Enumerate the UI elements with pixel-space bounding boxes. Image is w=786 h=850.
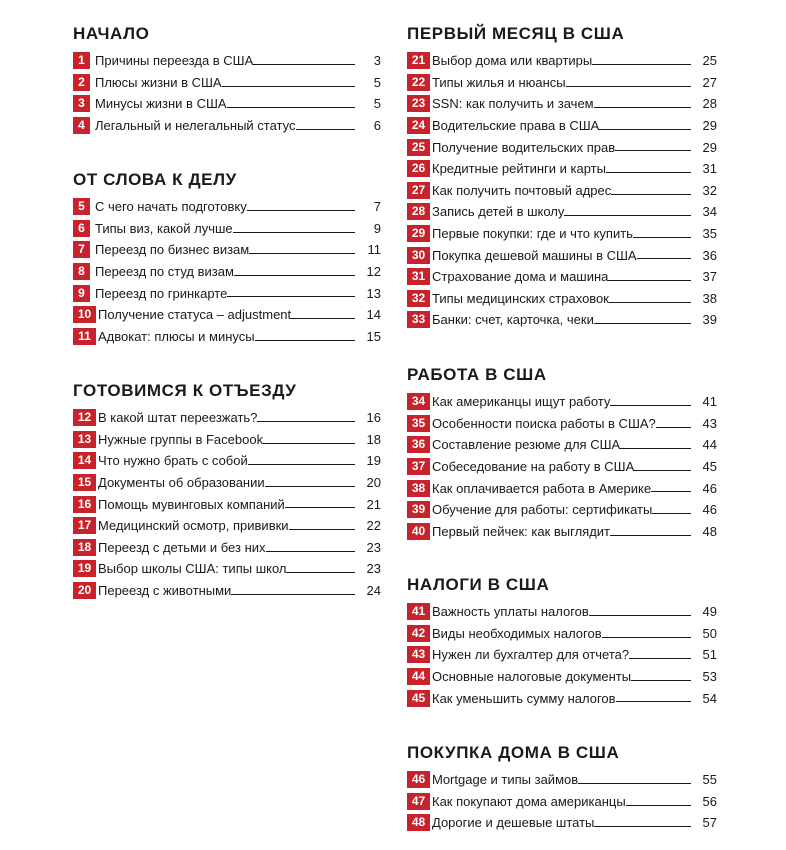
toc-entry[interactable] bbox=[73, 304, 381, 326]
toc-entry[interactable] bbox=[407, 288, 717, 310]
section-heading: НАЧАЛО bbox=[73, 24, 150, 43]
leader-line bbox=[296, 117, 355, 130]
chapter-title: Первые покупки: где и что купить bbox=[432, 226, 633, 242]
chapter-title: Кредитные рейтинги и карты bbox=[432, 161, 606, 177]
toc-list bbox=[407, 391, 717, 542]
toc-section bbox=[73, 24, 381, 136]
toc-entry[interactable] bbox=[407, 223, 717, 245]
leader-line bbox=[609, 290, 691, 303]
chapter-title: Типы жилья и нюансы bbox=[432, 74, 566, 90]
toc-entry[interactable] bbox=[407, 456, 717, 478]
leader-line bbox=[578, 771, 691, 784]
chapter-title: Как американцы ищут работу bbox=[432, 394, 611, 410]
leader-line bbox=[602, 625, 691, 638]
chapter-title: Виды необходимых налогов bbox=[432, 625, 602, 641]
page-number: 36 bbox=[702, 247, 717, 263]
chapter-title: Выбор дома или квартиры bbox=[432, 53, 593, 69]
page-number: 11 bbox=[367, 242, 381, 258]
page-number: 5 bbox=[373, 74, 381, 90]
leader-line bbox=[611, 182, 691, 195]
chapter-number-badge: 22 bbox=[407, 74, 430, 91]
leader-line bbox=[592, 52, 691, 65]
chapter-title: Получение статуса – adjustment bbox=[98, 307, 292, 323]
chapter-number-badge: 25 bbox=[407, 139, 430, 156]
toc-entry[interactable] bbox=[407, 791, 717, 813]
toc-entry[interactable] bbox=[407, 769, 717, 791]
leader-line bbox=[606, 160, 691, 173]
chapter-number-badge: 34 bbox=[407, 393, 430, 410]
chapter-title: Переезд по студ визам bbox=[95, 264, 234, 280]
chapter-number-badge: 11 bbox=[73, 328, 96, 345]
chapter-title: Собеседование на работу в США bbox=[432, 459, 635, 475]
leader-line bbox=[652, 501, 691, 514]
chapter-title: Адвокат: плюсы и минусы bbox=[98, 328, 255, 344]
leader-line bbox=[631, 668, 691, 681]
chapter-title: Нужные группы в Facebook bbox=[98, 431, 264, 447]
toc-entry[interactable] bbox=[407, 644, 717, 666]
chapter-number-badge: 29 bbox=[407, 225, 430, 242]
toc-entry[interactable] bbox=[407, 72, 717, 94]
toc-entry[interactable] bbox=[407, 266, 717, 288]
toc-section bbox=[407, 575, 717, 709]
page-number: 53 bbox=[702, 669, 717, 685]
page-number: 6 bbox=[373, 118, 381, 134]
leader-line bbox=[234, 263, 355, 276]
chapter-number-badge: 30 bbox=[407, 247, 430, 264]
leader-line bbox=[651, 479, 691, 492]
chapter-number-badge: 8 bbox=[73, 263, 90, 280]
page-number: 24 bbox=[366, 583, 381, 599]
chapter-title: Документы об образовании bbox=[98, 475, 265, 491]
chapter-title: Типы медицинских страховок bbox=[432, 290, 609, 306]
chapter-title: Mortgage и типы займов bbox=[432, 772, 579, 788]
leader-line bbox=[263, 431, 355, 444]
chapter-number-badge: 41 bbox=[407, 603, 430, 620]
page-number: 16 bbox=[366, 410, 381, 426]
chapter-title: SSN: как получить и зачем bbox=[432, 96, 594, 112]
toc-entry[interactable] bbox=[407, 115, 717, 137]
leader-line bbox=[610, 393, 691, 406]
toc-entry[interactable] bbox=[407, 180, 717, 202]
section-heading: НАЛОГИ В США bbox=[407, 575, 550, 594]
chapter-number-badge: 28 bbox=[407, 203, 430, 220]
leader-line bbox=[222, 74, 355, 87]
page-number: 49 bbox=[702, 604, 717, 620]
toc-entry[interactable] bbox=[407, 93, 717, 115]
toc-entry[interactable] bbox=[73, 472, 381, 494]
toc-entry[interactable] bbox=[407, 391, 717, 413]
chapter-number-badge: 48 bbox=[407, 814, 430, 831]
toc-section bbox=[407, 365, 717, 542]
chapter-title: Получение водительских прав bbox=[432, 139, 616, 155]
page-number: 21 bbox=[366, 496, 381, 512]
toc-entry[interactable] bbox=[407, 434, 717, 456]
leader-line bbox=[286, 560, 355, 573]
toc-entry[interactable] bbox=[407, 623, 717, 645]
chapter-title: Что нужно брать с собой bbox=[98, 453, 248, 469]
chapter-number-badge: 37 bbox=[407, 458, 430, 475]
chapter-title: Запись детей в школу bbox=[432, 204, 565, 220]
chapter-number-badge: 33 bbox=[407, 311, 430, 328]
toc-list bbox=[407, 50, 717, 331]
toc-entry[interactable] bbox=[73, 93, 381, 115]
chapter-number-badge: 2 bbox=[73, 74, 90, 91]
chapter-number-badge: 4 bbox=[73, 117, 90, 134]
leader-line bbox=[566, 74, 691, 87]
chapter-number-badge: 14 bbox=[73, 452, 96, 469]
toc-section bbox=[73, 170, 381, 347]
leader-line bbox=[227, 284, 355, 297]
page-number: 38 bbox=[702, 290, 717, 306]
toc-entry[interactable] bbox=[407, 477, 717, 499]
toc-section bbox=[407, 743, 717, 834]
page-number: 34 bbox=[702, 204, 717, 220]
chapter-title: Типы виз, какой лучше bbox=[95, 220, 233, 236]
toc-entry[interactable] bbox=[407, 244, 717, 266]
section-heading: ГОТОВИМСЯ К ОТЪЕЗДУ bbox=[73, 381, 297, 400]
chapter-title: Как уменьшить сумму налогов bbox=[432, 690, 616, 706]
chapter-number-badge: 36 bbox=[407, 436, 430, 453]
toc-section bbox=[73, 381, 381, 601]
leader-line bbox=[599, 117, 691, 130]
section-heading: ОТ СЛОВА К ДЕЛУ bbox=[73, 170, 237, 189]
chapter-title: Причины переезда в США bbox=[95, 53, 254, 69]
toc-entry[interactable] bbox=[73, 580, 381, 602]
leader-line bbox=[626, 793, 691, 806]
toc-entry[interactable] bbox=[73, 326, 381, 348]
toc-entry[interactable] bbox=[407, 812, 717, 834]
chapter-title: Как покупают дома американцы bbox=[432, 793, 626, 809]
toc-list bbox=[73, 196, 381, 347]
page-number: 9 bbox=[373, 220, 381, 236]
leader-line bbox=[255, 328, 355, 341]
toc-entry[interactable] bbox=[73, 407, 381, 429]
chapter-title: Плюсы жизни в США bbox=[95, 74, 222, 90]
chapter-number-badge: 23 bbox=[407, 95, 430, 112]
page-number: 44 bbox=[702, 437, 717, 453]
chapter-title: Переезд по гринкарте bbox=[95, 285, 228, 301]
chapter-number-badge: 24 bbox=[407, 117, 430, 134]
leader-line bbox=[227, 95, 355, 108]
leader-line bbox=[285, 495, 355, 508]
toc-list bbox=[407, 601, 717, 709]
toc-list bbox=[73, 407, 381, 601]
chapter-number-badge: 26 bbox=[407, 160, 430, 177]
chapter-number-badge: 13 bbox=[73, 431, 96, 448]
chapter-title: Легальный и нелегальный статус bbox=[95, 118, 296, 134]
chapter-title: Важность уплаты налогов bbox=[432, 604, 589, 620]
chapter-number-badge: 1 bbox=[73, 52, 90, 69]
chapter-title: Составление резюме для США bbox=[432, 437, 621, 453]
chapter-title: Банки: счет, карточка, чеки bbox=[432, 312, 594, 328]
chapter-number-badge: 10 bbox=[73, 306, 96, 323]
page-number: 45 bbox=[702, 459, 717, 475]
toc-entry[interactable] bbox=[73, 218, 381, 240]
leader-line bbox=[564, 203, 691, 216]
toc-section bbox=[407, 24, 717, 331]
chapter-number-badge: 16 bbox=[73, 496, 96, 513]
chapter-title: Водительские права в США bbox=[432, 118, 600, 134]
page-number: 20 bbox=[366, 475, 381, 491]
section-heading: ПОКУПКА ДОМА В США bbox=[407, 743, 620, 762]
chapter-title: В какой штат переезжать? bbox=[98, 410, 258, 426]
toc-entry[interactable] bbox=[73, 450, 381, 472]
toc-entry[interactable] bbox=[407, 687, 717, 709]
leader-line bbox=[233, 220, 355, 233]
chapter-number-badge: 43 bbox=[407, 646, 430, 663]
leader-line bbox=[608, 268, 691, 281]
leader-line bbox=[589, 603, 691, 616]
toc-entry[interactable] bbox=[73, 493, 381, 515]
chapter-title: Основные налоговые документы bbox=[432, 669, 632, 685]
leader-line bbox=[266, 539, 355, 552]
chapter-number-badge: 31 bbox=[407, 268, 430, 285]
leader-line bbox=[637, 246, 691, 259]
chapter-number-badge: 12 bbox=[73, 409, 96, 426]
chapter-number-badge: 39 bbox=[407, 501, 430, 518]
page-number: 27 bbox=[702, 74, 717, 90]
toc-entry[interactable] bbox=[73, 537, 381, 559]
toc-entry[interactable] bbox=[73, 50, 381, 72]
chapter-number-badge: 3 bbox=[73, 95, 90, 112]
page-number: 32 bbox=[702, 182, 717, 198]
leader-line bbox=[291, 306, 355, 319]
page-number: 12 bbox=[366, 264, 381, 280]
chapter-number-badge: 40 bbox=[407, 523, 430, 540]
chapter-number-badge: 18 bbox=[73, 539, 96, 556]
page-number: 39 bbox=[702, 312, 717, 328]
leader-line bbox=[257, 409, 355, 422]
leader-line bbox=[634, 458, 691, 471]
page-number: 48 bbox=[702, 523, 717, 539]
chapter-title: Помощь мувинговых компаний bbox=[98, 496, 285, 512]
page-number: 46 bbox=[702, 480, 717, 496]
leader-line bbox=[633, 225, 691, 238]
toc-entry[interactable] bbox=[73, 429, 381, 451]
chapter-number-badge: 42 bbox=[407, 625, 430, 642]
page-number: 31 bbox=[702, 161, 717, 177]
page-number: 50 bbox=[702, 625, 717, 641]
page-number: 51 bbox=[702, 647, 717, 663]
section-heading: РАБОТА В США bbox=[407, 365, 547, 384]
leader-line bbox=[247, 198, 355, 211]
chapter-number-badge: 19 bbox=[73, 560, 96, 577]
leader-line bbox=[289, 517, 355, 530]
chapter-number-badge: 17 bbox=[73, 517, 96, 534]
toc-entry[interactable] bbox=[407, 136, 717, 158]
chapter-title: Медицинский осмотр, прививки bbox=[98, 518, 289, 534]
toc-entry[interactable] bbox=[407, 50, 717, 72]
toc-entry[interactable] bbox=[73, 282, 381, 304]
chapter-number-badge: 6 bbox=[73, 220, 90, 237]
chapter-number-badge: 9 bbox=[73, 285, 90, 302]
page-number: 19 bbox=[366, 453, 381, 469]
chapter-number-badge: 44 bbox=[407, 668, 430, 685]
chapter-number-badge: 47 bbox=[407, 793, 430, 810]
page-number: 57 bbox=[702, 815, 717, 831]
leader-line bbox=[594, 814, 691, 827]
leader-line bbox=[231, 582, 355, 595]
page-number: 35 bbox=[702, 226, 717, 242]
page-number: 23 bbox=[366, 539, 381, 555]
toc-entry[interactable] bbox=[407, 601, 717, 623]
leader-line bbox=[615, 138, 691, 151]
leader-line bbox=[594, 95, 691, 108]
chapter-title: Как оплачивается работа в Америке bbox=[432, 480, 652, 496]
chapter-number-badge: 20 bbox=[73, 582, 96, 599]
chapter-number-badge: 15 bbox=[73, 474, 96, 491]
page-number: 37 bbox=[702, 269, 717, 285]
chapter-title: Покупка дешевой машины в США bbox=[432, 247, 637, 263]
toc-entry[interactable] bbox=[407, 158, 717, 180]
page-number: 18 bbox=[366, 431, 381, 447]
toc-entry[interactable] bbox=[73, 515, 381, 537]
toc-entry[interactable] bbox=[73, 115, 381, 137]
toc-list bbox=[407, 769, 717, 834]
chapter-title: Страхование дома и машина bbox=[432, 269, 609, 285]
page-number: 22 bbox=[366, 518, 381, 534]
toc-entry[interactable] bbox=[407, 413, 717, 435]
page-number: 7 bbox=[373, 199, 381, 215]
leader-line bbox=[249, 241, 355, 254]
chapter-title: Нужен ли бухгалтер для отчета? bbox=[432, 647, 630, 663]
page-number: 28 bbox=[702, 96, 717, 112]
page-number: 54 bbox=[702, 690, 717, 706]
chapter-number-badge: 7 bbox=[73, 241, 90, 258]
toc-entry[interactable] bbox=[73, 261, 381, 283]
chapter-title: Обучение для работы: сертификаты bbox=[432, 502, 653, 518]
page-number: 56 bbox=[702, 793, 717, 809]
page-number: 29 bbox=[702, 139, 717, 155]
chapter-title: Дорогие и дешевые штаты bbox=[432, 815, 595, 831]
leader-line bbox=[656, 415, 691, 428]
page-number: 41 bbox=[702, 394, 717, 410]
toc-entry[interactable] bbox=[407, 201, 717, 223]
chapter-title: Переезд по бизнес визам bbox=[95, 242, 250, 258]
page-number: 25 bbox=[702, 53, 717, 69]
chapter-title: Особенности поиска работы в США? bbox=[432, 415, 656, 431]
toc-entry[interactable] bbox=[407, 309, 717, 331]
chapter-number-badge: 38 bbox=[407, 480, 430, 497]
chapter-number-badge: 5 bbox=[73, 198, 90, 215]
leader-line bbox=[620, 436, 691, 449]
page-number: 3 bbox=[373, 53, 381, 69]
toc-list bbox=[73, 50, 381, 136]
page-number: 29 bbox=[702, 118, 717, 134]
page-number: 46 bbox=[702, 502, 717, 518]
chapter-title: Минусы жизни в США bbox=[95, 96, 227, 112]
toc-entry[interactable] bbox=[407, 499, 717, 521]
leader-line bbox=[253, 52, 355, 65]
chapter-title: Переезд с животными bbox=[98, 583, 232, 599]
page-number: 13 bbox=[366, 285, 381, 301]
page-number: 55 bbox=[702, 772, 717, 788]
chapter-title: Как получить почтовый адрес bbox=[432, 182, 612, 198]
toc-entry[interactable] bbox=[407, 666, 717, 688]
page-number: 5 bbox=[373, 96, 381, 112]
leader-line bbox=[610, 523, 691, 536]
chapter-number-badge: 27 bbox=[407, 182, 430, 199]
chapter-number-badge: 35 bbox=[407, 415, 430, 432]
toc-entry[interactable] bbox=[407, 521, 717, 543]
leader-line bbox=[629, 646, 691, 659]
section-heading: ПЕРВЫЙ МЕСЯЦ В США bbox=[407, 24, 625, 43]
chapter-title: Первый пейчек: как выглядит bbox=[432, 523, 611, 539]
chapter-title: С чего начать подготовку bbox=[95, 199, 247, 215]
chapter-number-badge: 45 bbox=[407, 690, 430, 707]
chapter-title: Выбор школы США: типы школ bbox=[98, 561, 287, 577]
page-number: 43 bbox=[702, 415, 717, 431]
toc-entry[interactable] bbox=[73, 72, 381, 94]
leader-line bbox=[594, 311, 691, 324]
toc-entry[interactable] bbox=[73, 239, 381, 261]
page-number: 15 bbox=[366, 328, 381, 344]
leader-line bbox=[265, 474, 355, 487]
page-number: 23 bbox=[366, 561, 381, 577]
page-number: 14 bbox=[366, 307, 381, 323]
leader-line bbox=[248, 452, 355, 465]
toc-entry[interactable] bbox=[73, 558, 381, 580]
chapter-number-badge: 21 bbox=[407, 52, 430, 69]
chapter-number-badge: 32 bbox=[407, 290, 430, 307]
chapter-title: Переезд с детьми и без них bbox=[98, 539, 266, 555]
toc-entry[interactable] bbox=[73, 196, 381, 218]
leader-line bbox=[616, 689, 691, 702]
chapter-number-badge: 46 bbox=[407, 771, 430, 788]
